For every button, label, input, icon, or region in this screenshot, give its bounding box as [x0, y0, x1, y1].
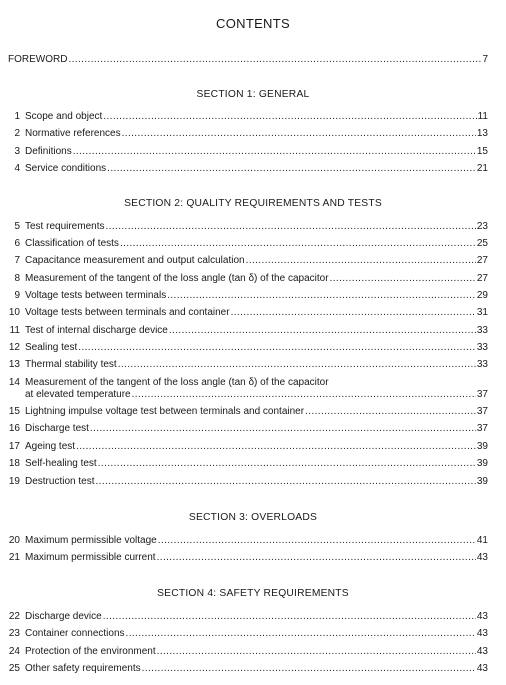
entry-label: Capacitance measurement and output calculation	[25, 255, 245, 266]
entry-number: 19	[8, 476, 20, 487]
section-heading: SECTION 1: GENERAL	[196, 89, 310, 100]
toc-entry[interactable]	[0, 307, 506, 320]
toc-entry[interactable]	[0, 146, 506, 159]
entry-label: Measurement of the tangent of the loss angle (tan δ) of the capacitor	[25, 273, 329, 284]
entry-page: 11	[477, 111, 488, 122]
entry-number: 13	[8, 359, 20, 370]
entry-number: 9	[14, 290, 20, 301]
entry-label: Discharge test	[25, 423, 89, 434]
entry-page: 43	[476, 646, 488, 657]
toc-entry[interactable]	[0, 611, 506, 624]
entry-label: Self-healing test	[25, 458, 97, 469]
dot-leader	[103, 111, 476, 122]
toc-entry[interactable]	[0, 290, 506, 303]
dot-leader	[118, 359, 476, 370]
entry-label: Test of internal discharge device	[25, 325, 168, 336]
dot-leader	[76, 441, 476, 452]
toc-entry-foreword[interactable]	[0, 54, 506, 67]
toc-entry[interactable]	[0, 273, 506, 286]
dot-leader	[167, 290, 476, 301]
entry-label: Scope and object	[25, 111, 103, 122]
entry-number: 2	[14, 128, 20, 139]
entry-number: 11	[9, 325, 20, 336]
entry-page: 39	[476, 458, 488, 469]
dot-leader	[95, 476, 475, 487]
toc-entry[interactable]	[0, 406, 506, 419]
toc-entry[interactable]	[0, 221, 506, 234]
dot-leader	[157, 646, 476, 657]
entry-label: Ageing test	[25, 441, 76, 452]
entry-number: 22	[8, 611, 20, 622]
entry-page: 37	[476, 406, 488, 417]
section-heading: SECTION 2: QUALITY REQUIREMENTS AND TESTS	[124, 198, 382, 209]
entry-number: 21	[8, 552, 20, 563]
entry-number: 1	[14, 111, 20, 122]
entry-page: 43	[476, 663, 488, 674]
entry-label: Definitions	[25, 146, 72, 157]
entry-page: 43	[476, 611, 488, 622]
toc-entry[interactable]	[0, 325, 506, 338]
entry-label: Test requirements	[25, 221, 105, 232]
toc-entry[interactable]	[0, 163, 506, 176]
toc-entry[interactable]	[0, 441, 506, 454]
dot-leader	[103, 611, 476, 622]
entry-page: 37	[476, 423, 488, 434]
entry-page: 7	[482, 54, 488, 65]
toc-entry[interactable]	[0, 535, 506, 548]
entry-label: Discharge device	[25, 611, 102, 622]
entry-label: Sealing test	[25, 342, 78, 353]
entry-page: 31	[476, 307, 488, 318]
entry-page: 15	[476, 146, 488, 157]
entry-number: 6	[14, 238, 20, 249]
dot-leader	[132, 389, 476, 400]
entry-page: 43	[476, 628, 488, 639]
entry-number: 10	[8, 307, 20, 318]
toc-entry[interactable]	[0, 255, 506, 268]
entry-number: 7	[14, 255, 20, 266]
entry-label: Protection of the environment	[25, 646, 156, 657]
entry-page: 27	[476, 273, 488, 284]
entry-number: 14	[8, 377, 20, 388]
entry-label: Voltage tests between terminals and container	[25, 307, 230, 318]
entry-number: 23	[8, 628, 20, 639]
dot-leader	[169, 325, 476, 336]
dot-leader	[246, 255, 476, 266]
toc-entry[interactable]	[0, 128, 506, 141]
entry-label: Service conditions	[25, 163, 107, 174]
entry-label: Maximum permissible current	[25, 552, 156, 563]
entry-number: 24	[8, 646, 20, 657]
entry-label: Destruction test	[25, 476, 95, 487]
toc-entry[interactable]	[0, 359, 506, 372]
entry-page: 13	[476, 128, 488, 139]
entry-number: 8	[14, 273, 20, 284]
entry-label: Measurement of the tangent of the loss angle (tan δ) of the capacitor	[25, 377, 329, 388]
dot-leader	[142, 663, 476, 674]
page-title: CONTENTS	[216, 16, 290, 31]
entry-label: FOREWORD	[8, 54, 68, 65]
entry-number: 25	[8, 663, 20, 674]
toc-entry[interactable]	[0, 476, 506, 489]
toc-entry[interactable]	[0, 663, 506, 676]
toc-entry[interactable]	[0, 342, 506, 355]
section-heading: SECTION 3: OVERLOADS	[188, 512, 318, 523]
dot-leader	[122, 128, 476, 139]
toc-entry[interactable]	[0, 552, 506, 565]
dot-leader	[98, 458, 476, 469]
dot-leader	[78, 342, 476, 353]
entry-label: Lightning impulse voltage test between terminals and container	[25, 406, 305, 417]
dot-leader	[126, 628, 476, 639]
toc-entry[interactable]	[0, 238, 506, 251]
section-heading: SECTION 4: SAFETY REQUIREMENTS	[157, 588, 349, 599]
entry-number: 12	[8, 342, 20, 353]
entry-label: Classification of tests	[25, 238, 119, 249]
entry-page: 39	[476, 441, 488, 452]
entry-page: 37	[476, 389, 488, 400]
entry-page: 25	[476, 238, 488, 249]
dot-leader	[120, 238, 476, 249]
entry-number: 3	[14, 146, 20, 157]
entry-number: 18	[8, 458, 20, 469]
entry-label: Thermal stability test	[25, 359, 117, 370]
dot-leader	[330, 273, 476, 284]
dot-leader	[105, 221, 475, 232]
entry-page: 43	[476, 552, 488, 563]
entry-page: 33	[476, 359, 488, 370]
entry-number: 5	[14, 221, 20, 232]
entry-label: Normative references	[25, 128, 121, 139]
entry-page: 33	[476, 342, 488, 353]
dot-leader	[305, 406, 476, 417]
entry-label: Container connections	[25, 628, 125, 639]
dot-leader	[73, 146, 476, 157]
entry-label-continued: at elevated temperature	[25, 389, 131, 400]
toc-entry[interactable]	[0, 111, 506, 124]
entry-label: Other safety requirements	[25, 663, 141, 674]
toc-entry[interactable]	[0, 423, 506, 436]
dot-leader	[157, 552, 476, 563]
dot-leader	[90, 423, 476, 434]
entry-label: Voltage tests between terminals	[25, 290, 167, 301]
toc-entry[interactable]	[0, 628, 506, 641]
toc-entry[interactable]	[0, 458, 506, 471]
entry-number: 15	[8, 406, 20, 417]
dot-leader	[231, 307, 476, 318]
dot-leader	[68, 54, 481, 65]
toc-entry[interactable]	[0, 646, 506, 659]
entry-number: 16	[8, 423, 20, 434]
entry-page: 27	[476, 255, 488, 266]
entry-page: 23	[476, 221, 488, 232]
entry-page: 39	[476, 476, 488, 487]
entry-label: Maximum permissible voltage	[25, 535, 157, 546]
entry-page: 29	[476, 290, 488, 301]
dot-leader	[158, 535, 476, 546]
entry-number: 17	[8, 441, 20, 452]
entry-page: 33	[476, 325, 488, 336]
entry-page: 41	[476, 535, 488, 546]
toc-entry[interactable]	[0, 377, 506, 403]
entry-number: 20	[8, 535, 20, 546]
entry-page: 21	[476, 163, 488, 174]
dot-leader	[107, 163, 476, 174]
entry-number: 4	[14, 163, 20, 174]
